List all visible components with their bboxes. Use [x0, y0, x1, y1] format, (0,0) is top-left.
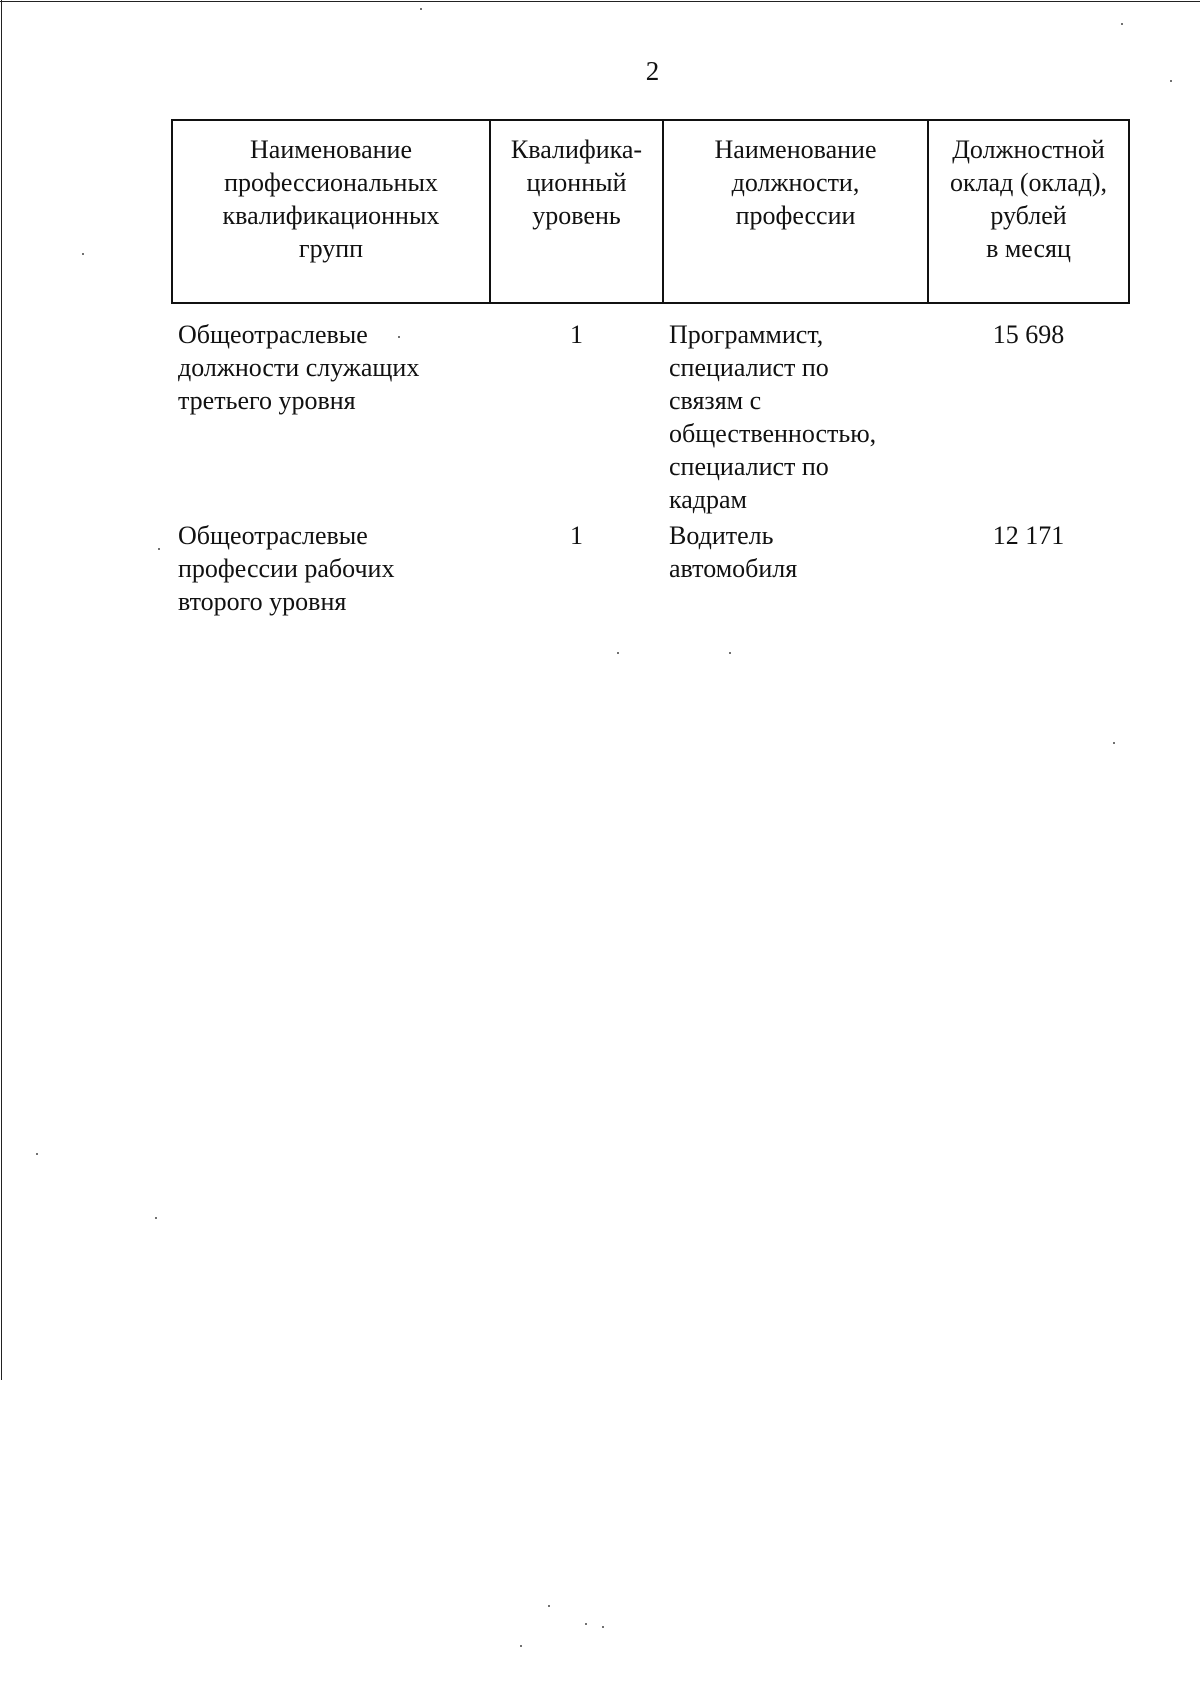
table-row — [172, 519, 1129, 618]
header-line: рублей — [990, 201, 1067, 230]
header-line: Наименование — [250, 135, 412, 164]
scan-speck — [1113, 742, 1115, 744]
cell-line: второго уровня — [178, 587, 347, 616]
scan-speck — [585, 1623, 587, 1625]
scan-speck — [36, 1153, 38, 1155]
cell-qualification-level: 1 — [570, 521, 583, 550]
cell-line: автомобиля — [669, 554, 798, 583]
scan-speck — [1170, 80, 1172, 82]
scan-speck — [1121, 23, 1123, 25]
cell-line: связям с — [669, 386, 762, 415]
cell-line: профессии рабочих — [178, 554, 395, 583]
header-line: профессиональных — [224, 168, 438, 197]
header-line: Должностной — [952, 135, 1105, 164]
cell-line: кадрам — [669, 485, 747, 514]
scan-speck — [602, 1626, 604, 1628]
header-line: должности, — [731, 168, 860, 197]
cell-salary: 12 171 — [992, 521, 1065, 550]
header-line: групп — [298, 234, 364, 263]
cell-line: Общеотраслевые — [178, 521, 368, 550]
header-salary — [928, 120, 1129, 303]
header-position-name — [663, 120, 928, 303]
table-row — [172, 303, 1129, 519]
cell-line: специалист по — [669, 452, 829, 481]
header-line: профессии — [735, 201, 856, 230]
header-line: Квалифика- — [510, 135, 643, 164]
cell-line: Водитель — [669, 521, 774, 550]
scan-speck — [158, 548, 160, 550]
cell-line: должности служащих — [178, 353, 420, 382]
cell-line: третьего уровня — [178, 386, 356, 415]
header-line: в месяц — [986, 234, 1071, 263]
header-line: ционный — [526, 168, 627, 197]
cell-group-name — [172, 519, 490, 618]
scan-border-left — [1, 0, 2, 1380]
cell-line: Программист, — [669, 320, 824, 349]
header-group-name — [172, 120, 490, 303]
scan-speck — [398, 336, 400, 338]
scan-speck — [155, 1217, 157, 1219]
table-header-row — [172, 120, 1129, 303]
header-line: квалификационных — [222, 201, 440, 230]
salary-table — [171, 119, 1130, 618]
scan-speck — [729, 652, 731, 654]
cell-salary: 15 698 — [992, 320, 1065, 349]
cell-line: общественностью, — [669, 419, 877, 448]
cell-group-name — [172, 303, 490, 519]
scan-speck — [548, 1605, 550, 1607]
scan-speck — [82, 253, 84, 255]
cell-position-name — [663, 303, 928, 519]
cell-position-name — [663, 519, 928, 618]
scan-speck — [617, 652, 619, 654]
scan-speck — [520, 1645, 522, 1647]
header-line: уровень — [532, 201, 621, 230]
cell-qualification-level: 1 — [570, 320, 583, 349]
header-line: оклад (оклад), — [949, 168, 1108, 197]
scan-speck — [420, 8, 422, 10]
cell-line: Общеотраслевые — [178, 320, 368, 349]
header-qualification-level — [490, 120, 663, 303]
cell-line: специалист по — [669, 353, 829, 382]
header-line: Наименование — [714, 135, 877, 164]
page-number: 2 — [645, 56, 660, 86]
scan-border-top — [0, 1, 1200, 2]
